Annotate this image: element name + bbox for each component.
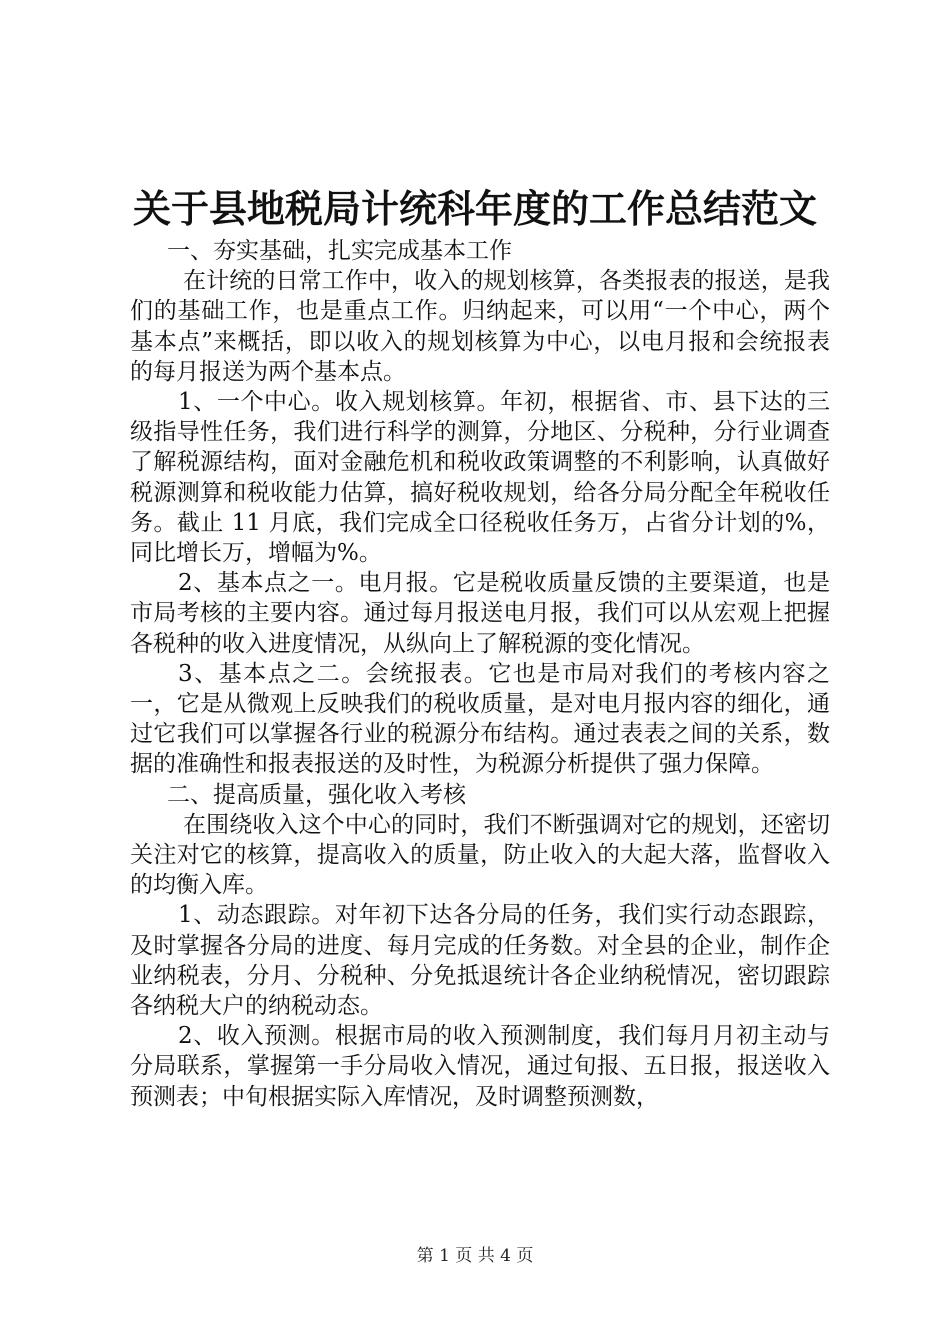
list-item: 1、一个中心。收入规划核算。年初，根据省、市、县下达的三级指导性任务，我们进行科学的测算，分地区、分税种，分行业调查了解税源结构，面对金融危机和税收政策调整的不利影响，认真做好税源测算和税收能力估算，搞好税收规划，给各分局分配全年税收任务。截止 11 月底，我们完成全口径税收任务万，占省分计划的%，同比增长万，增幅为%。	[130, 389, 830, 567]
section-heading: 二、提高质量，强化收入考核	[167, 781, 466, 808]
paragraph: 在围绕收入这个中心的同时，我们不断强调对它的规划，还密切关注对它的核算，提高收入的质量，防止收入的大起大落，监督收入的均衡入库。	[130, 811, 830, 899]
list-item: 1、动态跟踪。对年初下达各分局的任务，我们实行动态跟踪，及时掌握各分局的进度、每月完成的任务数。对全县的企业，制作企业纳税表，分月、分税种、分免抵退统计各企业纳税情况，密切跟踪各纳税大户的纳税动态。	[130, 902, 830, 1020]
document-body	[130, 236, 830, 1112]
document-title: 关于县地税局计统科年度的工作总结范文	[132, 186, 817, 231]
section-heading: 一、夯实基础，扎实完成基本工作	[167, 238, 512, 264]
list-item: 2、收入预测。根据市局的收入预测制度，我们每月月初主动与分局联系，掌握第一手分局收入情况，通过旬报、五日报，报送收入预测表；中旬根据实际入库情况，及时调整预测数，	[130, 1023, 830, 1110]
page-number-footer: 第 1 页 共 4 页	[416, 1246, 534, 1266]
paragraph: 在计统的日常工作中，收入的规划核算，各类报表的报送，是我们的基础工作，也是重点工作。归纳起来，可以用“一个中心，两个基本点”来概括，即以收入的规划核算为中心，以电月报和会统报表的每月报送为两个基本点。	[130, 268, 830, 385]
list-item: 3、基本点之二。会统报表。它也是市局对我们的考核内容之一，它是从微观上反映我们的税收质量，是对电月报内容的细化，通过它我们可以掌握各行业的税源分布结构。通过表表之间的关系，数据的准确性和报表报送的及时性，为税源分析提供了强力保障。	[130, 660, 830, 778]
list-item: 2、基本点之一。电月报。它是税收质量反馈的主要渠道，也是市局考核的主要内容。通过每月报送电月报，我们可以从宏观上把握各税种的收入进度情况，从纵向上了解税源的变化情况。	[130, 570, 830, 657]
